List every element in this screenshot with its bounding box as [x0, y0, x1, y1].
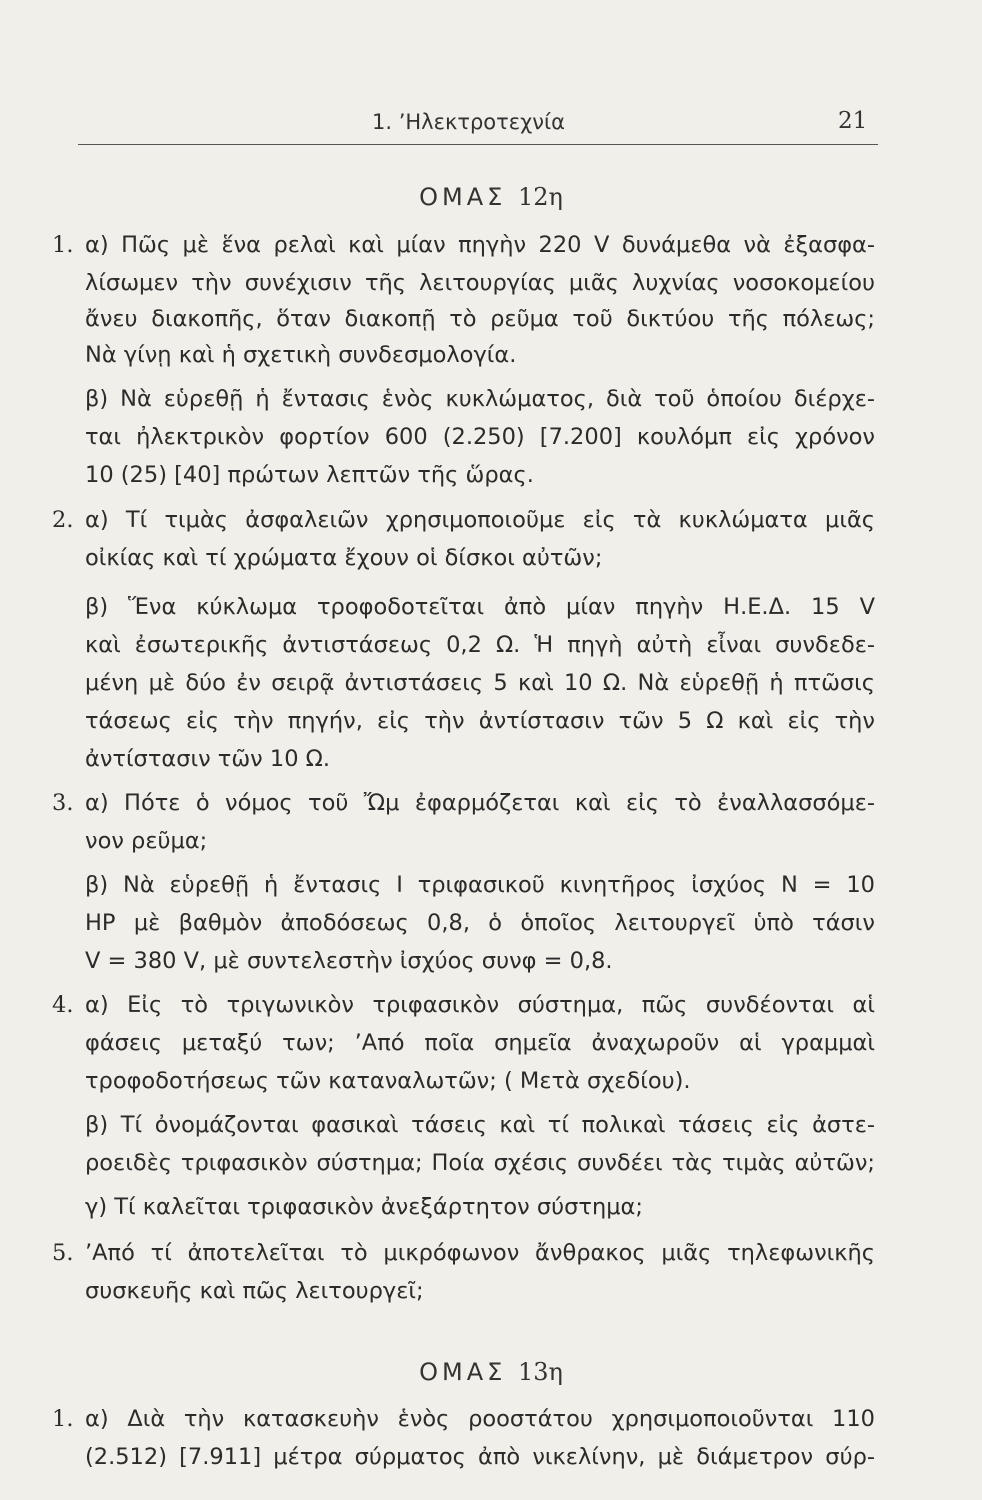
g12-q5-line-1: 5. ’Από τί ἀποτελεῖται τὸ μικρόφωνον ἄνθρακος μιᾶς τηλεφωνικῆς — [52, 1240, 875, 1266]
question-number: 4. — [52, 992, 74, 1018]
g12-q4-line-6: γ) Τί καλεῖται τριφασικὸν ἀνεξάρτητον σύστημα; — [85, 1194, 643, 1220]
g12-q1-line-5: β) Νὰ εὑρεθῇ ἡ ἔντασις ἑνὸς κυκλώματος, διὰ τοῦ ὁποίου διέρχε- — [85, 386, 875, 412]
group-title-word: ΟΜΑΣ — [419, 183, 507, 211]
g13-q1-line-1: 1. α) Διὰ τὴν κατασκευὴν ἑνὸς ροοστάτου χρησιμοποιοῦνται 110 — [52, 1406, 875, 1432]
g12-q4-line-1: 4. α) Εἰς τὸ τριγωνικὸν τριφασικὸν σύστημα, πῶς συνδέονται αἱ — [52, 992, 875, 1018]
question-number: 1. — [52, 232, 74, 258]
g12-q3-line-5: V = 380 V, μὲ συντελεστὴν ἰσχύος συνφ = 0,8. — [85, 948, 613, 974]
group-title-word: ΟΜΑΣ — [419, 1358, 507, 1386]
question-number: 3. — [52, 790, 74, 816]
g12-q2-line-1: 2. α) Τί τιμὰς ἀσφαλειῶν χρησιμοποιοῦμε εἰς τὰ κυκλώματα μιᾶς — [52, 507, 875, 533]
g12-q1-line-4: Νὰ γίνῃ καὶ ἡ σχετικὴ συνδεσμολογία. — [85, 342, 517, 368]
page-number: 21 — [838, 108, 868, 134]
group-title-number: 12η — [517, 183, 563, 211]
g12-q3-line-2: νον ρεῦμα; — [85, 828, 208, 854]
g12-q3-line-4: HP μὲ βαθμὸν ἀποδόσεως 0,8, ὁ ὁποῖος λειτουργεῖ ὑπὸ τάσιν — [85, 910, 875, 936]
g12-q2-line-5: μένη μὲ δύο ἐν σειρᾷ ἀντιστάσεις 5 καὶ 10 Ω. Νὰ εὑρεθῇ ἡ πτῶσις — [85, 670, 875, 696]
group-12-title — [0, 183, 982, 211]
running-title: 1. ’Ηλεκτροτεχνία — [372, 110, 565, 134]
g12-q1-line-6: ται ἠλεκτρικὸν φορτίον 600 (2.250) [7.200] κουλόμπ εἰς χρόνον — [85, 424, 875, 450]
header-rule — [78, 144, 878, 145]
g12-q1-line-3: ἄνευ διακοπῆς, ὅταν διακοπῇ τὸ ρεῦμα τοῦ δικτύου τῆς πόλεως; — [85, 306, 875, 332]
g12-q3-line-3: β) Νὰ εὑρεθῇ ἡ ἔντασις Ι τριφασικοῦ κινητῆρος ἰσχύος Ν = 10 — [85, 872, 875, 898]
g12-q2-line-2: οἰκίας καὶ τί χρώματα ἔχουν οἱ δίσκοι αὐτῶν; — [85, 545, 603, 571]
g12-q3-line-1: 3. α) Πότε ὁ νόμος τοῦ Ὤμ ἐφαρμόζεται καὶ εἰς τὸ ἐναλλασσόμε- — [52, 790, 875, 816]
question-number: 5. — [52, 1240, 74, 1266]
g12-q4-line-3: τροφοδοτήσεως τῶν καταναλωτῶν; ( Μετὰ σχεδίου). — [85, 1068, 691, 1094]
g12-q1-line-2: λίσωμεν τὴν συνέχισιν τῆς λειτουργίας μιᾶς λυχνίας νοσοκομείου — [85, 270, 875, 296]
g12-q1-line-7: 10 (25) [40] πρώτων λεπτῶν τῆς ὥρας. — [85, 462, 534, 488]
g12-q5-line-2: συσκευῆς καὶ πῶς λειτουργεῖ; — [85, 1278, 424, 1304]
question-number: 1. — [52, 1406, 74, 1432]
g12-q4-line-5: ροειδὲς τριφασικὸν σύστημα; Ποία σχέσις συνδέει τὰς τιμὰς αὐτῶν; — [85, 1150, 875, 1176]
group-13-title — [0, 1358, 982, 1386]
g13-q1-line-2: (2.512) [7.911] μέτρα σύρματος ἀπὸ νικελίνην, μὲ διάμετρον σύρ- — [85, 1444, 875, 1470]
g12-q2-line-6: τάσεως εἰς τὴν πηγήν, εἰς τὴν ἀντίστασιν τῶν 5 Ω καὶ εἰς τὴν — [85, 708, 875, 734]
question-number: 2. — [52, 507, 74, 533]
g12-q4-line-2: φάσεις μεταξύ των; ’Από ποῖα σημεῖα ἀναχωροῦν αἱ γραμμαὶ — [85, 1030, 875, 1056]
g12-q2-line-7: ἀντίστασιν τῶν 10 Ω. — [85, 746, 331, 772]
group-title-number: 13η — [517, 1358, 563, 1386]
g12-q1-line-1: 1. α) Πῶς μὲ ἕνα ρελαὶ καὶ μίαν πηγὴν 220 V δυνάμεθα νὰ ἐξασφα- — [52, 232, 875, 258]
g12-q2-line-3: β) Ἕνα κύκλωμα τροφοδοτεῖται ἀπὸ μίαν πηγὴν Η.Ε.Δ. 15 V — [85, 594, 875, 620]
g12-q4-line-4: β) Τί ὀνομάζονται φασικαὶ τάσεις καὶ τί πολικαὶ τάσεις εἰς ἀστε- — [85, 1112, 875, 1138]
g12-q2-line-4: καὶ ἐσωτερικῆς ἀντιστάσεως 0,2 Ω. Ἡ πηγὴ αὐτὴ εἶναι συνδεδε- — [85, 632, 875, 658]
